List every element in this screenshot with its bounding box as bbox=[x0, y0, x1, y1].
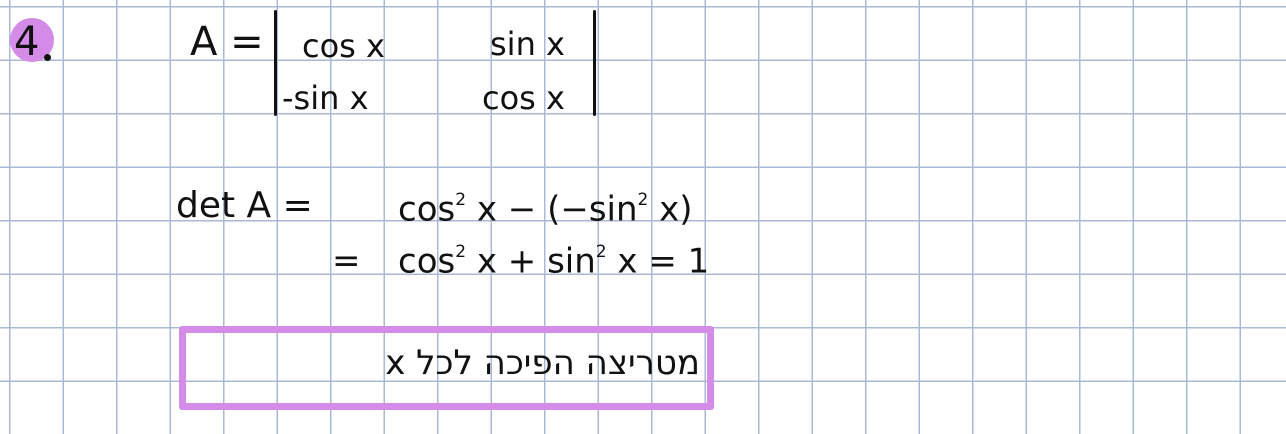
det-line2-exp-2: 2 bbox=[595, 242, 607, 262]
det-line1-rhs bbox=[398, 189, 693, 230]
det-line2-mid: x + sin bbox=[466, 241, 596, 282]
problem-number-dot bbox=[44, 54, 51, 61]
determinant-bar-right bbox=[593, 10, 596, 116]
matrix-cell-r2c2: cos x bbox=[482, 79, 565, 117]
det-line1-lhs: det A = bbox=[176, 185, 313, 226]
conclusion-text: מטריצה הפיכה לכל x bbox=[385, 343, 700, 383]
det-line1-mid: x − (−sin bbox=[466, 189, 638, 230]
problem-number: 4 bbox=[14, 19, 40, 65]
det-line2-end: x = 1 bbox=[606, 241, 710, 282]
det-line2-cos: cos bbox=[398, 241, 456, 282]
det-line2-rhs bbox=[398, 241, 710, 282]
det-line1-exp-1: 2 bbox=[455, 190, 467, 210]
matrix-cell-r1c2: sin x bbox=[490, 25, 565, 63]
matrix-cell-r2c1: -sin x bbox=[282, 79, 369, 117]
det-line2-exp-1: 2 bbox=[455, 242, 467, 262]
det-line1-cos: cos bbox=[398, 189, 456, 230]
matrix-lhs: A = bbox=[190, 19, 264, 65]
det-line2-eq: = bbox=[332, 241, 361, 281]
determinant-bar-left bbox=[274, 10, 277, 116]
det-line1-exp-2: 2 bbox=[637, 190, 649, 210]
matrix-cell-r1c1: cos x bbox=[302, 27, 385, 65]
det-line1-end: x) bbox=[648, 189, 693, 230]
